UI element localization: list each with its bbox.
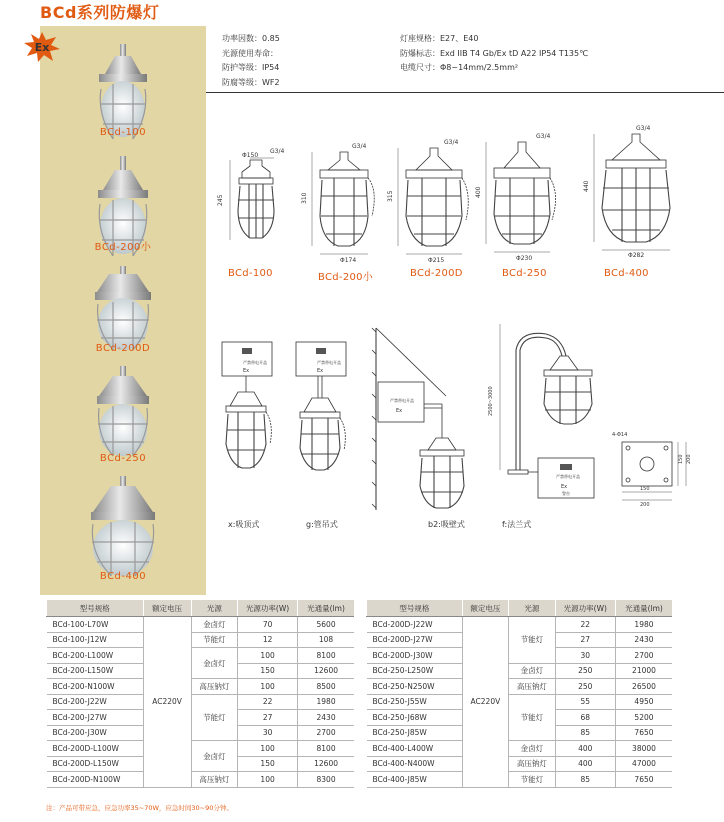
table-row [47, 741, 355, 757]
specs-left: 功率因数： 0.85 光源使用寿命： 防护等级： IP54 防腐等级： WF2 [222, 34, 280, 87]
model-cell: BCd-250-L250W [367, 663, 463, 679]
th-voltage: 额定电压 [462, 600, 508, 617]
drawing-label-1: BCd-100 [228, 268, 273, 279]
power-cell: 400 [555, 756, 615, 772]
power-cell: 150 [238, 756, 298, 772]
svg-text:严禁带电开盖: 严禁带电开盖 [243, 360, 267, 365]
svg-text:Φ282: Φ282 [628, 252, 645, 259]
model-cell: BCd-400-J85W [367, 772, 463, 788]
model-cell: BCd-100-L70W [47, 617, 144, 633]
model-cell: BCd-400-N400W [367, 756, 463, 772]
mount-ceiling [222, 342, 272, 468]
table-row [367, 663, 673, 679]
flux-cell: 12600 [298, 756, 354, 772]
model-cell: BCd-250-N250W [367, 679, 463, 695]
source-cell: 金卤灯 [191, 648, 237, 679]
flux-cell: 4950 [615, 694, 672, 710]
source-cell: 节能灯 [509, 772, 556, 788]
svg-text:G3/4: G3/4 [352, 143, 367, 150]
svg-text:Ex: Ex [317, 368, 324, 374]
model-cell: BCd-200-J30W [47, 725, 144, 741]
footnote: 注：产品可带应急，应急功率35~70W，应急时间30~90分钟。 [46, 804, 233, 812]
svg-text:200: 200 [640, 502, 650, 508]
power-cell: 100 [238, 741, 298, 757]
table-row [367, 617, 673, 633]
page-title: BCd系列防爆灯 [40, 3, 160, 22]
source-cell: 高压钠灯 [191, 772, 237, 788]
model-cell: BCd-200-J22W [47, 694, 144, 710]
power-cell: 400 [555, 741, 615, 757]
model-cell: BCd-200-L100W [47, 648, 144, 664]
model-cell: BCd-200-L150W [47, 663, 144, 679]
voltage-cell: AC220V [143, 617, 191, 788]
th-voltage: 额定电压 [143, 600, 191, 617]
svg-text:Φ215: Φ215 [428, 257, 445, 264]
flux-cell: 5600 [298, 617, 354, 633]
svg-text:G3/4: G3/4 [536, 133, 551, 140]
th-source: 光源 [509, 600, 556, 617]
product-label-3: BCd-200D [95, 343, 151, 354]
flux-cell: 1980 [298, 694, 354, 710]
th-model: 型号规格 [367, 600, 463, 617]
voltage-cell: AC220V [462, 617, 508, 788]
svg-text:2500~3000: 2500~3000 [488, 386, 494, 416]
model-cell: BCd-200D-J27W [367, 632, 463, 648]
product-label-1: BCd-100 [99, 127, 147, 138]
svg-text:440: 440 [583, 180, 590, 192]
table-row [367, 756, 673, 772]
power-cell: 70 [238, 617, 298, 633]
svg-text:150: 150 [678, 454, 684, 464]
flux-cell: 7650 [615, 725, 672, 741]
svg-text:Φ230: Φ230 [516, 255, 533, 262]
flux-cell: 7650 [615, 772, 672, 788]
power-cell: 250 [555, 663, 615, 679]
th-flux: 光通量(lm) [615, 600, 672, 617]
power-cell: 68 [555, 710, 615, 726]
power-cell: 55 [555, 694, 615, 710]
svg-text:Φ150: Φ150 [242, 152, 259, 159]
flux-cell: 8100 [298, 741, 354, 757]
svg-text:G3/4: G3/4 [444, 139, 459, 146]
mount-pendant [296, 342, 346, 470]
photo-bcd-250 [97, 366, 149, 456]
flux-cell: 2430 [615, 632, 672, 648]
svg-text:G3/4: G3/4 [270, 148, 285, 155]
mount-wall [372, 328, 464, 510]
power-cell: 100 [238, 648, 298, 664]
product-label-4: BCd-250 [99, 453, 147, 464]
source-cell: 节能灯 [191, 694, 237, 741]
power-cell: 85 [555, 725, 615, 741]
flux-cell: 8100 [298, 648, 354, 664]
flux-cell: 47000 [615, 756, 672, 772]
model-cell: BCd-250-J85W [367, 725, 463, 741]
flux-cell: 5200 [615, 710, 672, 726]
drawing-label-4: BCd-250 [502, 268, 547, 279]
power-cell: 30 [238, 725, 298, 741]
mount-label-f: f:法兰式 [502, 520, 532, 529]
source-cell: 节能灯 [509, 617, 556, 664]
mount-label-b2: b2:吸壁式 [428, 520, 465, 529]
model-cell: BCd-200-J27W [47, 710, 144, 726]
svg-text:Ex: Ex [561, 484, 568, 490]
mount-label-x: x:吸顶式 [228, 520, 260, 529]
table-row [47, 632, 355, 648]
flux-cell: 21000 [615, 663, 672, 679]
table-row [367, 741, 673, 757]
model-cell: BCd-200D-N100W [47, 772, 144, 788]
flux-cell: 1980 [615, 617, 672, 633]
flux-cell: 26500 [615, 679, 672, 695]
spec-divider [206, 92, 724, 93]
table-row [47, 617, 355, 633]
model-cell: BCd-200D-L150W [47, 756, 144, 772]
th-flux: 光通量(lm) [298, 600, 354, 617]
power-cell: 30 [555, 648, 615, 664]
table-row [367, 694, 673, 710]
flux-cell: 8500 [298, 679, 354, 695]
flux-cell: 108 [298, 632, 354, 648]
svg-text:Ex: Ex [396, 408, 403, 414]
svg-text:G3/4: G3/4 [636, 125, 651, 132]
source-cell: 金卤灯 [509, 741, 556, 757]
power-cell: 100 [238, 772, 298, 788]
spec-table-right [366, 600, 672, 788]
svg-text:警告: 警告 [562, 491, 570, 496]
th-source: 光源 [191, 600, 237, 617]
flux-cell: 38000 [615, 741, 672, 757]
table-row [367, 772, 673, 788]
specs-right: 灯座规格： E27、E40 防爆标志： Exd IIB T4 Gb/Ex tD A22 IP54 T135℃ 电缆尺寸： Φ8~14mm/2.5mm² [400, 34, 589, 72]
svg-text:4-Φ14: 4-Φ14 [612, 432, 628, 438]
power-cell: 100 [238, 679, 298, 695]
drawing-label-5: BCd-400 [604, 268, 649, 279]
drawing-bcd-200s [301, 143, 374, 264]
flux-cell: 2430 [298, 710, 354, 726]
model-cell: BCd-250-J55W [367, 694, 463, 710]
model-cell: BCd-250-J68W [367, 710, 463, 726]
table-row [367, 679, 673, 695]
drawing-label-2: BCd-200小 [318, 272, 374, 283]
svg-text:严禁带电开盖: 严禁带电开盖 [556, 474, 580, 479]
spec-table-left [46, 600, 354, 788]
model-cell: BCd-200D-J30W [367, 648, 463, 664]
power-cell: 22 [238, 694, 298, 710]
svg-text:315: 315 [387, 190, 394, 202]
svg-text:严禁带电开盖: 严禁带电开盖 [317, 360, 341, 365]
mounting-drawings [206, 320, 724, 520]
product-label-5: BCd-400 [99, 571, 147, 582]
drawing-bcd-200d [387, 139, 468, 264]
table-row [47, 772, 355, 788]
mount-label-g: g:管吊式 [306, 520, 338, 529]
flux-cell: 8300 [298, 772, 354, 788]
product-photos [40, 26, 206, 595]
power-cell: 150 [238, 663, 298, 679]
svg-text:400: 400 [475, 186, 482, 198]
flux-cell: 2700 [615, 648, 672, 664]
power-cell: 27 [238, 710, 298, 726]
flux-cell: 2700 [298, 725, 354, 741]
product-label-2: BCd-200小 [94, 242, 152, 253]
photo-bcd-400 [91, 476, 155, 576]
th-model: 型号规格 [47, 600, 144, 617]
source-cell: 节能灯 [509, 694, 556, 741]
model-cell: BCd-200-N100W [47, 679, 144, 695]
photo-bcd-100 [99, 44, 147, 139]
source-cell: 金卤灯 [191, 617, 237, 633]
svg-text:200: 200 [686, 454, 692, 464]
svg-text:Φ174: Φ174 [340, 257, 357, 264]
th-power: 光源功率(W) [555, 600, 615, 617]
flux-cell: 12600 [298, 663, 354, 679]
photo-bcd-200d [95, 266, 151, 350]
drawing-bcd-250 [475, 133, 556, 262]
power-cell: 85 [555, 772, 615, 788]
drawing-bcd-400 [583, 125, 670, 259]
source-cell: 高压钠灯 [191, 679, 237, 695]
model-cell: BCd-200D-L100W [47, 741, 144, 757]
table-row [47, 679, 355, 695]
table-row [47, 694, 355, 710]
model-cell: BCd-200D-J22W [367, 617, 463, 633]
source-cell: 高压钠灯 [509, 679, 556, 695]
svg-text:310: 310 [301, 192, 308, 204]
power-cell: 27 [555, 632, 615, 648]
svg-text:150: 150 [640, 486, 650, 492]
source-cell: 节能灯 [191, 632, 237, 648]
mount-flange [488, 324, 692, 508]
source-cell: 金卤灯 [191, 741, 237, 772]
ex-badge-text: Ex [34, 41, 50, 54]
svg-text:严禁带电开盖: 严禁带电开盖 [390, 398, 414, 403]
power-cell: 250 [555, 679, 615, 695]
drawing-label-3: BCd-200D [410, 268, 463, 279]
power-cell: 12 [238, 632, 298, 648]
model-cell: BCd-400-L400W [367, 741, 463, 757]
model-cell: BCd-100-J12W [47, 632, 144, 648]
dimension-drawings [206, 120, 724, 280]
svg-text:Ex: Ex [243, 368, 250, 374]
svg-text:245: 245 [217, 194, 224, 206]
drawing-bcd-100 [217, 148, 284, 240]
power-cell: 22 [555, 617, 615, 633]
th-power: 光源功率(W) [238, 600, 298, 617]
source-cell: 高压钠灯 [509, 756, 556, 772]
source-cell: 金卤灯 [509, 663, 556, 679]
table-row [47, 648, 355, 664]
